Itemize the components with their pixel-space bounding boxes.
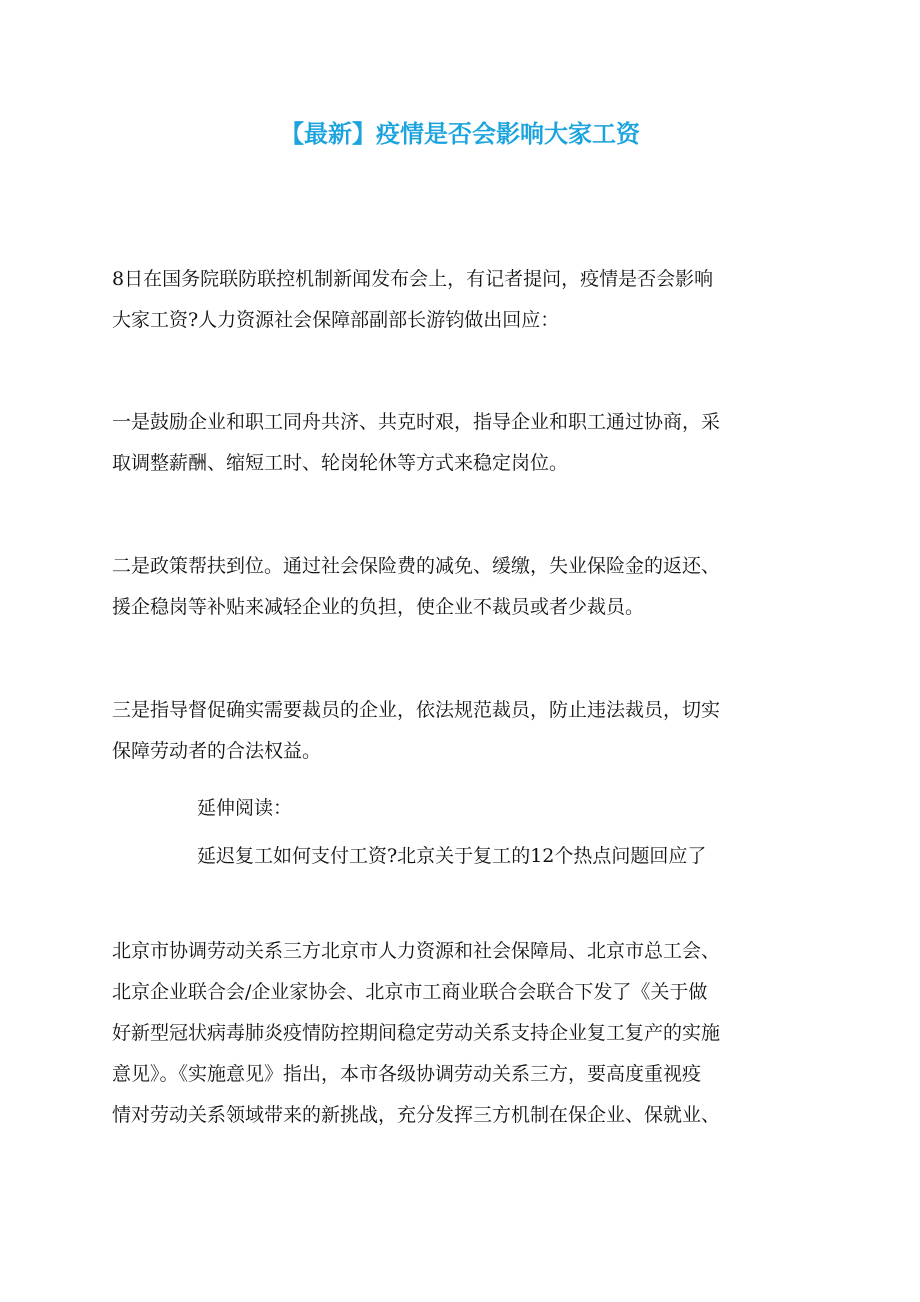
paragraph-line: 取调整薪酬、缩短工时、轮岗轮休等方式来稳定岗位。 bbox=[112, 452, 569, 474]
paragraph-line: 二是政策帮扶到位。通过社会保险费的减免、缓缴，失业保险金的返还、 bbox=[112, 555, 721, 577]
paragraph-line: 情对劳动关系领域带来的新挑战，充分发挥三方机制在保企业、保就业、 bbox=[112, 1104, 721, 1126]
paragraph-line: 北京市协调劳动关系三方北京市人力资源和社会保障局、北京市总工会、 bbox=[112, 940, 721, 962]
paragraph-line: 三是指导督促确实需要裁员的企业，依法规范裁员，防止违法裁员，切实 bbox=[112, 699, 721, 721]
paragraph-line: 意见》。《实施意见》指出，本市各级协调劳动关系三方，要高度重视疫 bbox=[112, 1063, 702, 1085]
paragraph-point-two bbox=[112, 546, 812, 628]
paragraph-intro bbox=[112, 259, 812, 341]
paragraph-point-one bbox=[112, 402, 812, 484]
paragraph-line: 援企稳岗等补贴来减轻企业的负担，使企业不裁员或者少裁员。 bbox=[112, 596, 645, 618]
paragraph-line: 8日在国务院联防联控机制新闻发布会上，有记者提问，疫情是否会影响 bbox=[112, 268, 714, 290]
document-title: 【最新】疫情是否会影响大家工资 bbox=[280, 120, 640, 148]
paragraph-line: 北京企业联合会/企业家协会、北京市工商业联合会联合下发了《关于做 bbox=[112, 981, 708, 1003]
paragraph-line: 好新型冠状病毒肺炎疫情防控期间稳定劳动关系支持企业复工复产的实施 bbox=[112, 1022, 721, 1044]
paragraph-point-three bbox=[112, 690, 812, 772]
paragraph-line: 大家工资?人力资源社会保障部副部长游钧做出回应： bbox=[112, 309, 560, 331]
paragraph-line: 保障劳动者的合法权益。 bbox=[112, 740, 322, 762]
paragraph-beijing-opinion bbox=[112, 931, 812, 1136]
extended-reading-label: 延伸阅读： bbox=[197, 797, 293, 819]
extended-reading-link[interactable]: 延迟复工如何支付工资?北京关于复工的12个热点问题回应了 bbox=[197, 845, 707, 867]
paragraph-line: 一是鼓励企业和职工同舟共济、共克时艰，指导企业和职工通过协商，采 bbox=[112, 411, 721, 433]
